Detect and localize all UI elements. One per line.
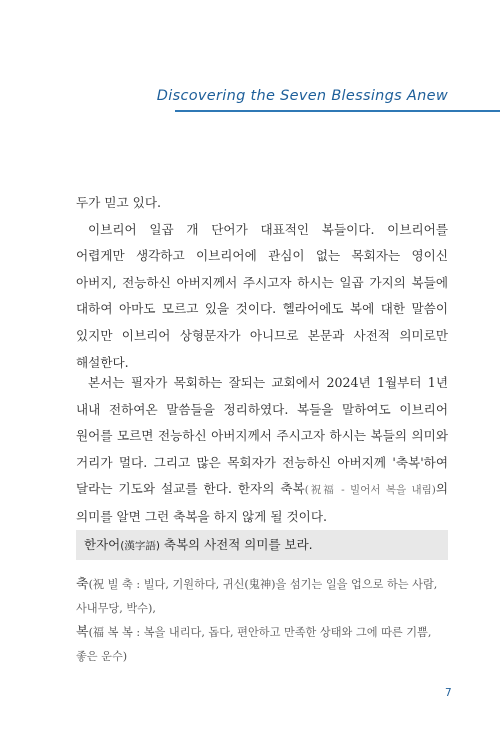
body-text-mid [76, 370, 448, 531]
header-rule [175, 110, 500, 112]
paragraph-lead: 본서는 필자가 목회하는 잘되는 교회에서 2024년 1월부터 1년 내내 전하여온 말씀들을 정리하였다. 복들을 말하여도 이브리어 원어를 모르면 전능하신 아버지께서 주시고자 하시는 복들의 의미와 거리가 멀다. 그리고 많은 목회자가 전능하신 아버지께 '축복'하여 달라는 기도와 설교를 한다. 한자의 축복 [76, 375, 448, 497]
hanja-note: (祝福 - 빌어서 복을 내림) [304, 484, 436, 497]
definition-head: 복 [76, 625, 89, 640]
section-heading [76, 530, 448, 560]
definition-text: (祝 빌 축 : 빌다, 기원하다, 귀신(鬼神)을 섬기는 일을 업으로 하는 사람, 사내무당, 박수), [76, 578, 438, 615]
section-heading-prefix: 한자어 [84, 537, 121, 552]
paragraph-hebrew-words: 이브리어 일곱 개 단어가 대표적인 복들이다. 이브리어를 어렵게만 생각하고 이브리어에 관심이 없는 목회자는 영이신 아버지, 전능하신 아버지께서 주시고자 하시는 일곱 가지의 복들에 대하여 아마도 모르고 있을 것이다. 헬라어에도 복에 대한 말씀이 있지만 이브리어 상형문자가 아니므로 본문과 사전적 의미로만 해설한다. [76, 221, 448, 370]
definition-text: (福 복 복 : 복을 내리다, 돕다, 편안하고 만족한 상태와 그에 따른 기쁨, 좋은 운수) [76, 626, 432, 663]
definition-item [76, 573, 448, 621]
page-number: 7 [445, 687, 452, 699]
body-text-top [76, 190, 448, 376]
definition-item [76, 621, 448, 669]
definitions [76, 573, 448, 669]
paragraph-continuation: 두가 믿고 있다. [76, 195, 162, 210]
paragraph-book-intro [76, 370, 448, 531]
running-header: Discovering the Seven Blessings Anew [156, 88, 448, 104]
section-heading-suffix: 축복의 사전적 의미를 보라. [159, 537, 313, 552]
definition-head: 축 [76, 577, 89, 592]
section-heading-hanja: (漢字語) [120, 540, 160, 552]
paragraph-tail: 의 의미를 알면 그런 축복을 하지 않게 될 것이다. [76, 481, 449, 524]
